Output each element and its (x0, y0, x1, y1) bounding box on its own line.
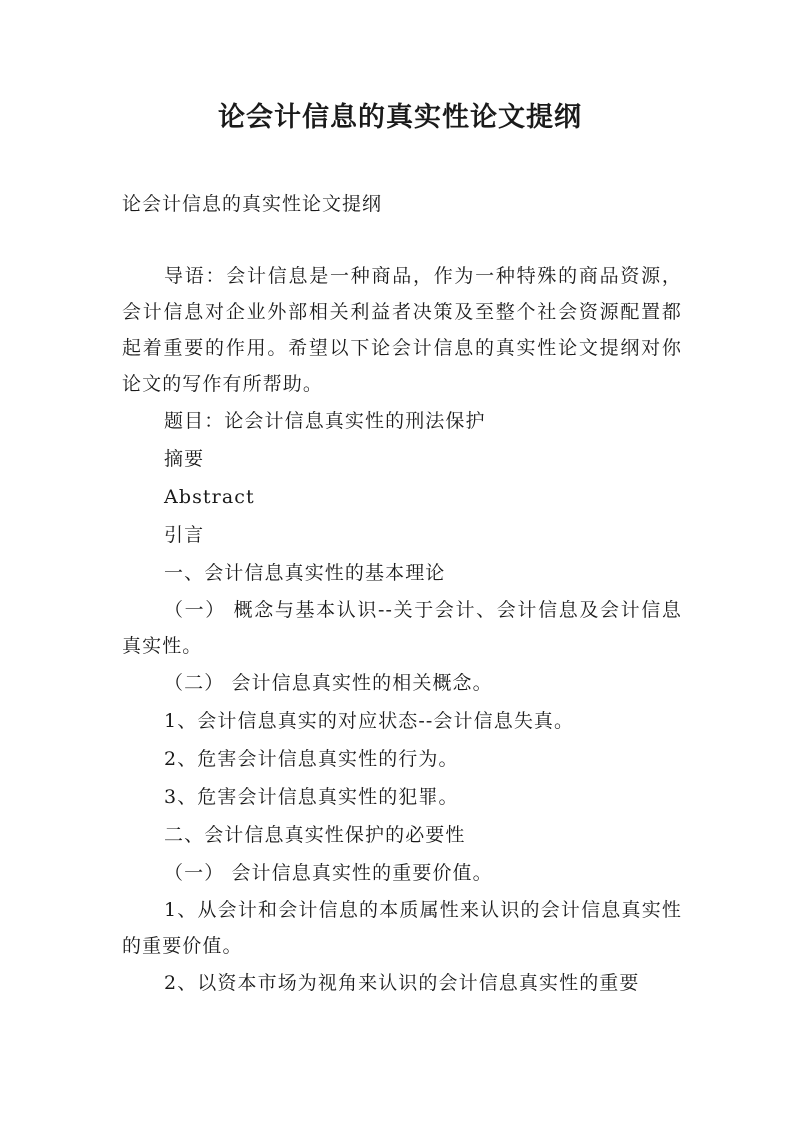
document-body (122, 258, 682, 1002)
subsection-1-2: （二） 会计信息真实性的相关概念。 (164, 672, 493, 694)
list-item-3: 3、危害会计信息真实性的犯罪。 (164, 786, 459, 808)
list-item-2: 2、危害会计信息真实性的行为。 (164, 748, 459, 770)
paragraph-intro: 导语：会计信息是一种商品，作为一种特殊的商品资源，会计信息对企业外部相关利益者决策及至整个社会资源配置都起着重要的作用。希望以下论会计信息的真实性论文提纲对你论文的写作有所帮助。 (122, 265, 682, 395)
paragraph-introduction: 引言 (164, 524, 205, 546)
document-title: 论会计信息的真实性论文提纲 (218, 102, 582, 133)
document-subtitle: 论会计信息的真实性论文提纲 (122, 193, 383, 215)
list-item-1: 1、会计信息真实的对应状态--会计信息失真。 (164, 710, 575, 732)
section-heading-2: 二、会计信息真实性保护的必要性 (164, 824, 466, 846)
subsection-1-1: （一） 概念与基本认识--关于会计、会计信息及会计信息真实性。 (122, 599, 682, 657)
paragraph-abstract-en: Abstract (164, 486, 255, 508)
section-heading-1: 一、会计信息真实性的基本理论 (164, 562, 446, 584)
subsection-2-1: （一） 会计信息真实性的重要价值。 (164, 862, 493, 884)
list-item-2-1: 1、从会计和会计信息的本质属性来认识的会计信息真实性的重要价值。 (122, 899, 682, 957)
list-item-2-2: 2、以资本市场为视角来认识的会计信息真实性的重要 (164, 972, 640, 994)
paragraph-topic: 题目：论会计信息真实性的刑法保护 (164, 410, 486, 432)
paragraph-abstract-cn: 摘要 (164, 448, 205, 470)
